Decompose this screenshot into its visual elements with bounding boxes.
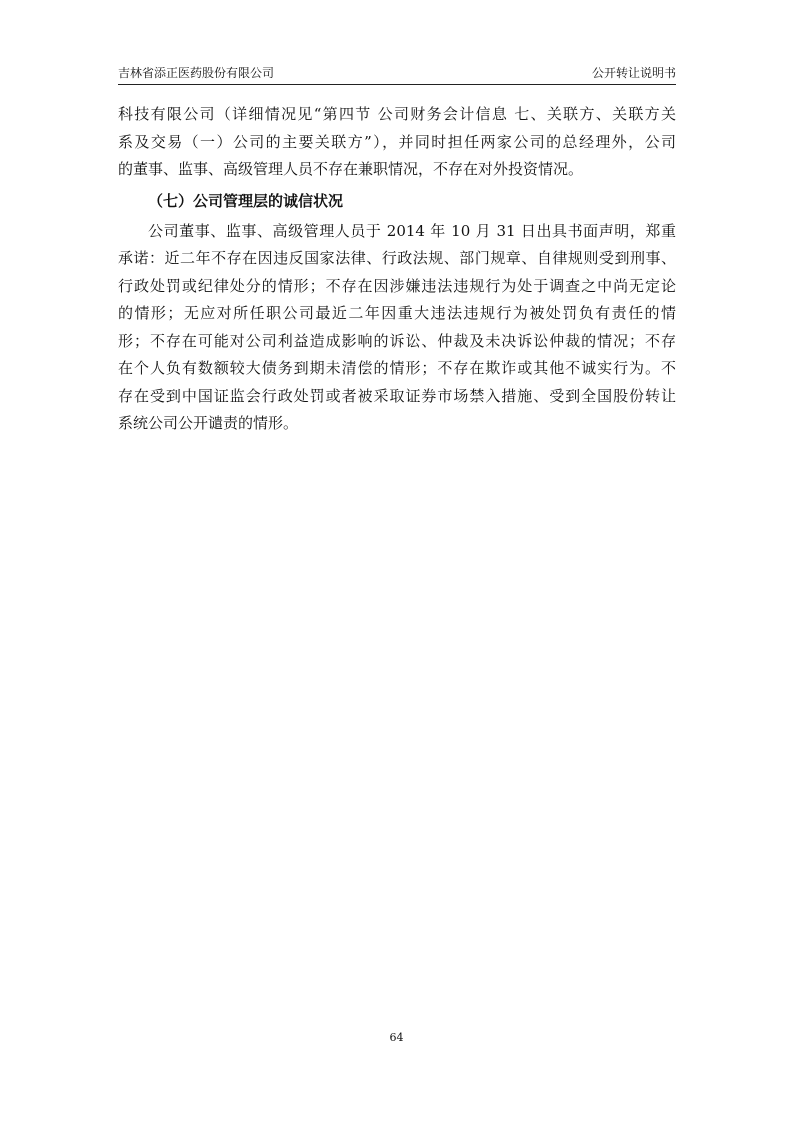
page-header	[118, 64, 676, 82]
paragraph-line: 系及交易（一）公司的主要关联方”），并同时担任两家公司的总经理外，公司	[118, 132, 676, 151]
paragraph-line: 科技有限公司（详细情况见“第四节 公司财务会计信息 七、关联方、关联方关	[118, 105, 676, 123]
section-heading: （七）公司管理层的诚信状况	[148, 191, 344, 210]
paragraph-related-parties	[118, 101, 676, 184]
paragraph-line: 存在受到中国证监会行政处罚或者被采取证券市场禁入措施、受到全国股份转让	[118, 386, 676, 405]
paragraph-line: 在个人负有数额较大债务到期未清偿的情形；不存在欺诈或其他不诚实行为。不	[118, 359, 676, 377]
paragraph-line: 的董事、监事、高级管理人员不存在兼职情况，不存在对外投资情况。	[118, 160, 584, 178]
page-number: 64	[389, 1031, 404, 1044]
paragraph-line: 行政处罚或纪律处分的情形；不存在因涉嫌违法违规行为处于调查之中尚无定论	[118, 276, 676, 295]
paragraph-line: 承诺：近二年不存在因违反国家法律、行政法规、部门规章、自律规则受到刑事、	[118, 249, 676, 267]
paragraph-line: 的情形；无应对所任职公司最近二年因重大违法违规行为被处罚负有责任的情	[118, 304, 676, 322]
document-title: 公开转让说明书	[591, 66, 676, 80]
paragraph-line: 形；不存在可能对公司利益造成影响的诉讼、仲裁及未决诉讼仲裁的情况；不存	[118, 331, 676, 350]
paragraph-line: 系统公司公开谴责的情形。	[118, 414, 299, 432]
header-rule	[118, 84, 676, 85]
page-body	[118, 101, 676, 438]
paragraph-line: 公司董事、监事、高级管理人员于 2014 年 10 月 31 日出具书面声明，郑重	[148, 221, 676, 240]
company-name: 吉林省添正医药股份有限公司	[118, 66, 275, 80]
paragraph-integrity	[118, 218, 676, 438]
